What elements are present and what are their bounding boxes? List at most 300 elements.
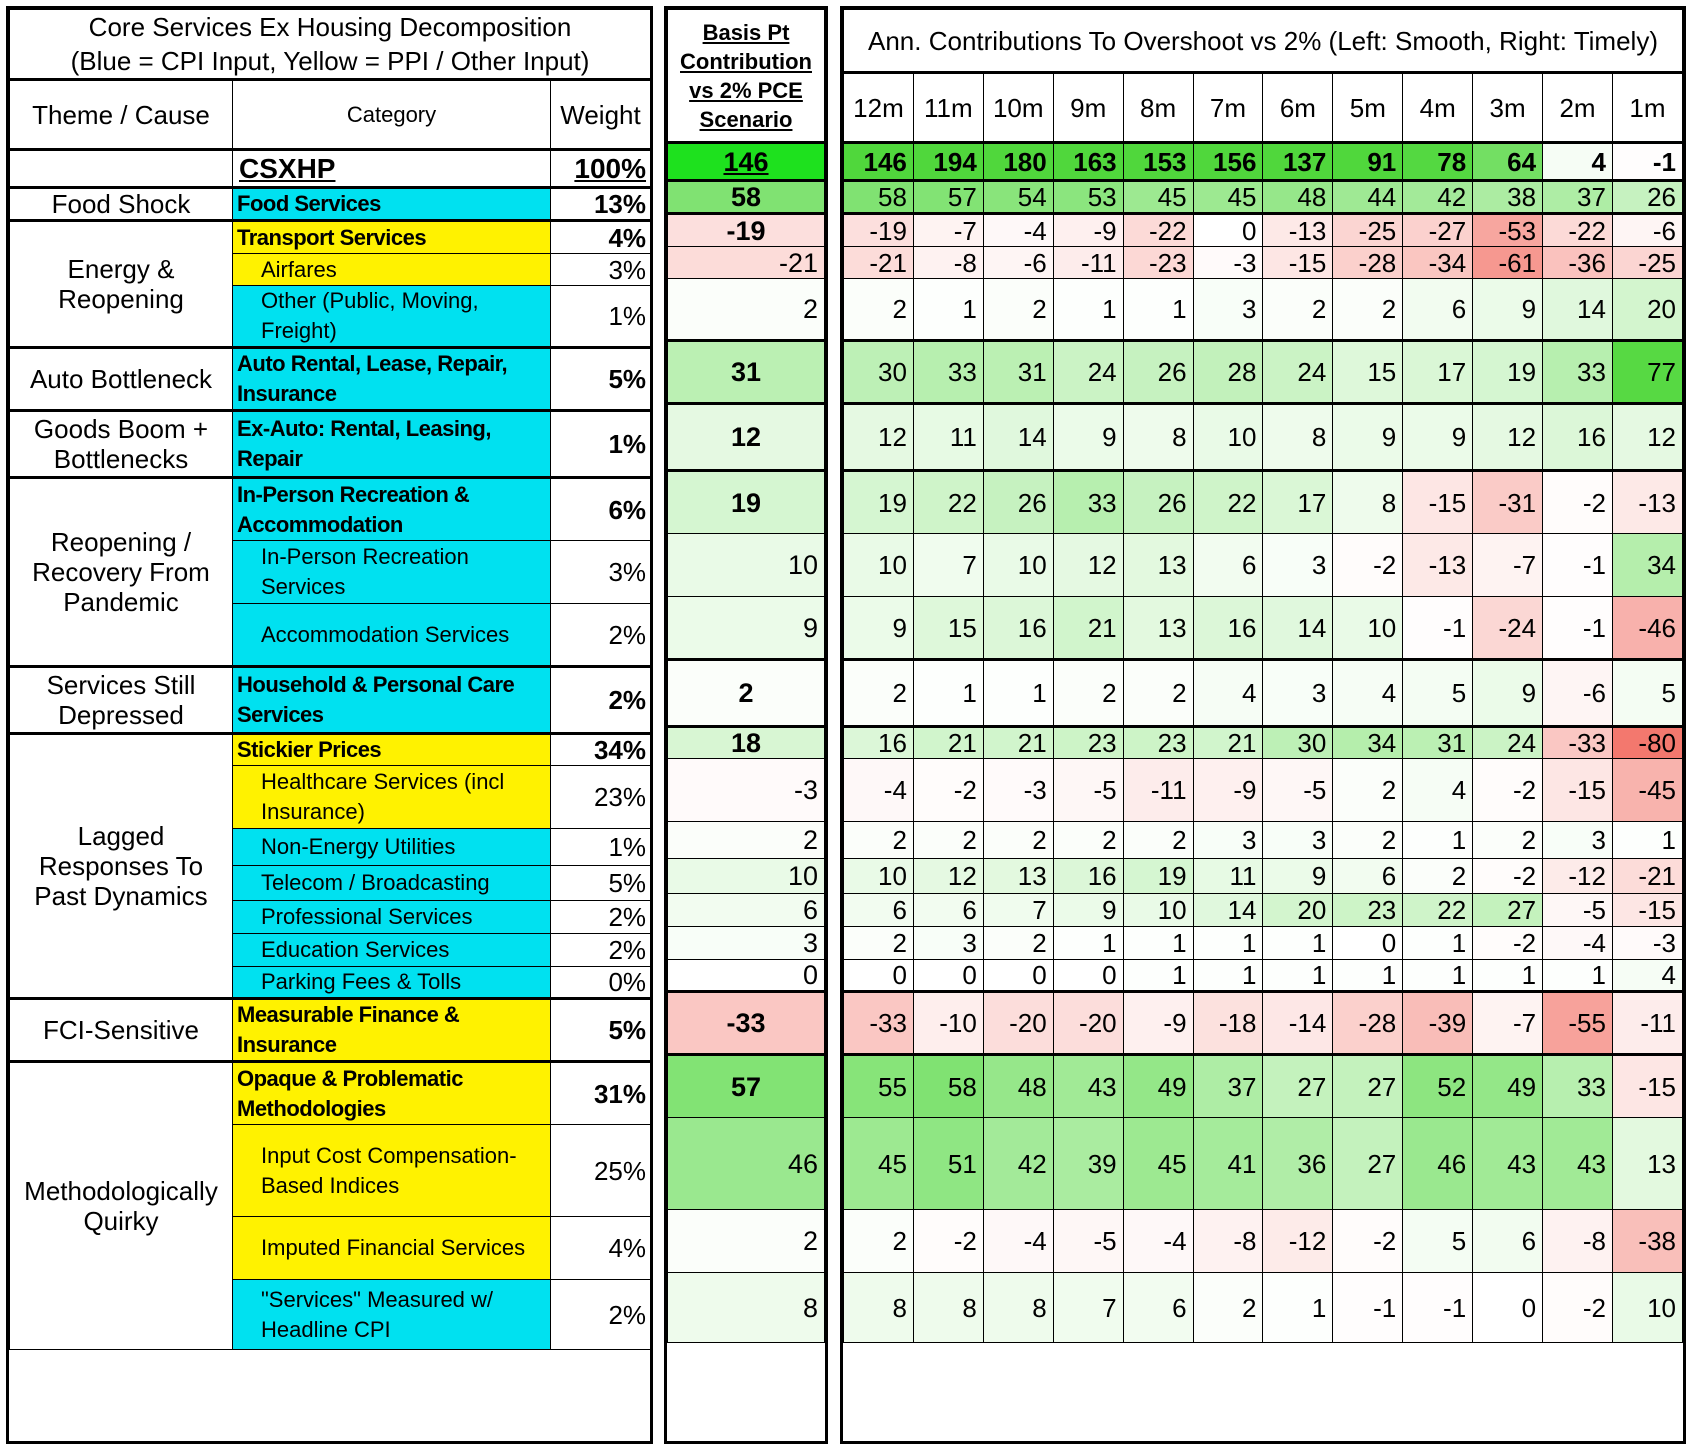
decomposition-panel (6, 6, 653, 1444)
contribution-cell: 24 (1263, 341, 1333, 404)
contribution-cell: 12 (1612, 404, 1682, 471)
bp-contribution-panel (664, 6, 828, 1444)
contribution-cell: -15 (1543, 759, 1613, 822)
contribution-cell: 2 (1053, 822, 1123, 859)
table-row (668, 534, 825, 597)
contribution-cell: 21 (983, 727, 1053, 759)
contribution-cell: -2 (1543, 471, 1613, 534)
contribution-cell: 4 (1612, 960, 1682, 992)
contribution-cell: 22 (913, 471, 983, 534)
contribution-cell: 2 (1333, 279, 1403, 341)
bp-value-cell: 57 (668, 1055, 825, 1118)
table-row (668, 759, 825, 822)
total-value-cell: 137 (1263, 143, 1333, 181)
month-header: 8m (1123, 73, 1193, 143)
weight-cell: 1% (551, 411, 651, 478)
contribution-cell: 11 (1193, 859, 1263, 894)
contribution-cell: 45 (844, 1118, 914, 1210)
col-header-theme: Theme / Cause (10, 80, 233, 150)
contribution-cell: -24 (1473, 597, 1543, 660)
contribution-cell: 2 (844, 1210, 914, 1273)
contribution-cell: 2 (844, 927, 914, 960)
contribution-cell: -3 (1612, 927, 1682, 960)
contribution-cell: 8 (1263, 404, 1333, 471)
contribution-cell: 33 (1053, 471, 1123, 534)
contribution-cell: 10 (1193, 404, 1263, 471)
table-row (10, 221, 651, 254)
contribution-cell: -5 (1053, 1210, 1123, 1273)
contribution-cell: 13 (1123, 534, 1193, 597)
contribution-cell: -13 (1263, 214, 1333, 247)
category-label: Education Services (233, 934, 551, 967)
contribution-cell: 3 (1193, 279, 1263, 341)
contribution-cell: 24 (1473, 727, 1543, 759)
contribution-cell: 9 (1473, 279, 1543, 341)
table-row (844, 341, 1683, 404)
category-label: In-Person Recreation & Accommodation (233, 478, 551, 541)
contribution-cell: 14 (1193, 894, 1263, 927)
contribution-cell: 5 (1403, 1210, 1473, 1273)
contribution-cell: 1 (1263, 927, 1333, 960)
contribution-cell: 3 (1263, 660, 1333, 727)
bp-contribution-table (667, 9, 825, 1343)
table-row (844, 534, 1683, 597)
contribution-cell: -46 (1612, 597, 1682, 660)
contribution-cell: 28 (1193, 341, 1263, 404)
contribution-cell: 1 (1263, 960, 1333, 992)
contribution-cell: -15 (1263, 247, 1333, 279)
month-header: 10m (983, 73, 1053, 143)
table-row (668, 471, 825, 534)
total-value-cell: -1 (1612, 143, 1682, 181)
contribution-cell: 0 (913, 960, 983, 992)
table-row (668, 279, 825, 341)
contribution-cell: 1 (1403, 822, 1473, 859)
total-value-cell: 163 (1053, 143, 1123, 181)
contribution-cell: -5 (1263, 759, 1333, 822)
bp-value-cell: 2 (668, 822, 825, 859)
contribution-cell: 16 (1193, 597, 1263, 660)
table-title-line2: (Blue = CPI Input, Yellow = PPI / Other Input) (70, 46, 590, 76)
bp-value-cell: 2 (668, 1210, 825, 1273)
contribution-cell: -9 (1193, 759, 1263, 822)
contribution-cell: 48 (1263, 181, 1333, 214)
contribution-cell: 49 (1123, 1055, 1193, 1118)
contribution-cell: 4 (1333, 660, 1403, 727)
theme-label: Methodologically Quirky (10, 1062, 233, 1350)
category-label: "Services" Measured w/ Headline CPI (233, 1280, 551, 1350)
contribution-cell: 19 (844, 471, 914, 534)
contribution-cell: -1 (1403, 1273, 1473, 1343)
contribution-cell: 21 (1053, 597, 1123, 660)
category-label: Imputed Financial Services (233, 1217, 551, 1280)
contribution-cell: 27 (1333, 1055, 1403, 1118)
contribution-cell: 2 (983, 927, 1053, 960)
weight-cell: 0% (551, 967, 651, 999)
col-header-category: Category (233, 80, 551, 150)
contribution-cell: 30 (844, 341, 914, 404)
theme-label: Auto Bottleneck (10, 348, 233, 411)
category-label: Transport Services (233, 221, 551, 254)
theme-label: Energy & Reopening (10, 221, 233, 348)
month-header: 7m (1193, 73, 1263, 143)
contribution-cell: -5 (1053, 759, 1123, 822)
contribution-cell: -1 (1543, 534, 1613, 597)
contribution-cell: 7 (913, 534, 983, 597)
bp-value-cell: 31 (668, 341, 825, 404)
contribution-cell: 33 (1543, 1055, 1613, 1118)
contribution-cell: 37 (1193, 1055, 1263, 1118)
table-title (10, 10, 651, 80)
bp-value-cell: 2 (668, 660, 825, 727)
contribution-cell: 3 (1543, 822, 1613, 859)
bp-value-cell: -19 (668, 214, 825, 247)
contribution-cell: 2 (1333, 822, 1403, 859)
contribution-cell: -10 (913, 992, 983, 1055)
bp-value-cell: 58 (668, 181, 825, 214)
table-row (668, 597, 825, 660)
theme-label: FCI-Sensitive (10, 999, 233, 1062)
contribution-cell: 53 (1053, 181, 1123, 214)
contribution-cell: -9 (1123, 992, 1193, 1055)
contribution-cell: 0 (1333, 927, 1403, 960)
table-row (844, 1273, 1683, 1343)
annualized-contributions-table (843, 9, 1683, 1343)
contribution-cell: -15 (1612, 1055, 1682, 1118)
contribution-cell: 22 (1193, 471, 1263, 534)
contribution-cell: 6 (844, 894, 914, 927)
contribution-cell: 0 (983, 960, 1053, 992)
contribution-cell: 1 (1403, 927, 1473, 960)
contribution-cell: -3 (1193, 247, 1263, 279)
contribution-cell: -1 (1403, 597, 1473, 660)
contribution-cell: 27 (1473, 894, 1543, 927)
category-label: Parking Fees & Tolls (233, 967, 551, 999)
weight-cell: 2% (551, 934, 651, 967)
bp-value-cell: 6 (668, 894, 825, 927)
contribution-cell: 49 (1473, 1055, 1543, 1118)
contribution-cell: 26 (1123, 471, 1193, 534)
contribution-cell: 6 (1403, 279, 1473, 341)
contribution-cell: 1 (1403, 960, 1473, 992)
contribution-cell: -21 (844, 247, 914, 279)
category-label: Healthcare Services (incl Insurance) (233, 766, 551, 829)
contribution-cell: -1 (1333, 1273, 1403, 1343)
category-label: Stickier Prices (233, 734, 551, 766)
table-row (844, 727, 1683, 759)
table-row (668, 247, 825, 279)
table-row (844, 214, 1683, 247)
contribution-cell: -33 (1543, 727, 1613, 759)
contribution-cell: 27 (1263, 1055, 1333, 1118)
contribution-cell: 2 (1333, 759, 1403, 822)
contributions-title: Ann. Contributions To Overshoot vs 2% (Left: Smooth, Right: Timely) (844, 10, 1683, 73)
table-row (844, 822, 1683, 859)
contribution-cell: 9 (1263, 859, 1333, 894)
contribution-cell: 8 (1123, 404, 1193, 471)
contribution-cell: -38 (1612, 1210, 1682, 1273)
contribution-cell: -28 (1333, 247, 1403, 279)
contribution-cell: -27 (1403, 214, 1473, 247)
contribution-cell: 10 (1333, 597, 1403, 660)
contribution-cell: 9 (1333, 404, 1403, 471)
month-header: 9m (1053, 73, 1123, 143)
contribution-cell: -11 (1612, 992, 1682, 1055)
table-row (10, 478, 651, 541)
contribution-cell: 8 (1333, 471, 1403, 534)
bp-value-cell: 0 (668, 960, 825, 992)
contribution-cell: 36 (1263, 1118, 1333, 1210)
category-label: Airfares (233, 254, 551, 286)
table-row (10, 734, 651, 766)
contribution-cell: 1 (1123, 927, 1193, 960)
table-row (844, 759, 1683, 822)
contribution-cell: 55 (844, 1055, 914, 1118)
table-row (844, 279, 1683, 341)
contribution-cell: 54 (983, 181, 1053, 214)
bp-value-cell: 9 (668, 597, 825, 660)
table-row (844, 247, 1683, 279)
weight-cell: 34% (551, 734, 651, 766)
contribution-cell: 19 (1123, 859, 1193, 894)
contribution-cell: 10 (1612, 1273, 1682, 1343)
total-value-cell: 180 (983, 143, 1053, 181)
weight-cell: 1% (551, 829, 651, 866)
table-row (668, 1273, 825, 1343)
weight-cell: 25% (551, 1125, 651, 1217)
contribution-cell: 31 (1403, 727, 1473, 759)
contribution-cell: 16 (844, 727, 914, 759)
contribution-cell: 6 (1193, 534, 1263, 597)
table-row (10, 188, 651, 221)
bp-value-cell: 8 (668, 1273, 825, 1343)
contribution-cell: -25 (1612, 247, 1682, 279)
contribution-cell: 1 (1193, 927, 1263, 960)
contribution-cell: 77 (1612, 341, 1682, 404)
col-header-weight: Weight (551, 80, 651, 150)
contribution-cell: 2 (913, 822, 983, 859)
contribution-cell: 58 (844, 181, 914, 214)
table-row (844, 1210, 1683, 1273)
contribution-cell: 34 (1612, 534, 1682, 597)
table-row (668, 1210, 825, 1273)
theme-label: Food Shock (10, 188, 233, 221)
weight-cell: 2% (551, 667, 651, 734)
theme-label: Reopening / Recovery From Pandemic (10, 478, 233, 667)
contribution-cell: 4 (1403, 759, 1473, 822)
contribution-cell: 15 (913, 597, 983, 660)
table-row (844, 1055, 1683, 1118)
month-header: 4m (1403, 73, 1473, 143)
contribution-cell: 37 (1543, 181, 1613, 214)
contribution-cell: 43 (1473, 1118, 1543, 1210)
bp-value-cell: 2 (668, 279, 825, 341)
contribution-cell: 16 (1543, 404, 1613, 471)
contribution-cell: 1 (1612, 822, 1682, 859)
contribution-cell: -80 (1612, 727, 1682, 759)
contribution-cell: 3 (1193, 822, 1263, 859)
contribution-cell: -39 (1403, 992, 1473, 1055)
contribution-cell: 3 (913, 927, 983, 960)
contribution-cell: 43 (1053, 1055, 1123, 1118)
table-row (668, 1055, 825, 1118)
contribution-cell: 13 (983, 859, 1053, 894)
contribution-cell: -20 (983, 992, 1053, 1055)
total-value-cell: 153 (1123, 143, 1193, 181)
contribution-cell: 0 (1473, 1273, 1543, 1343)
weight-cell: 4% (551, 221, 651, 254)
contribution-cell: -55 (1543, 992, 1613, 1055)
contribution-cell: -1 (1543, 597, 1613, 660)
contribution-cell: 0 (1193, 214, 1263, 247)
table-row (668, 341, 825, 404)
contribution-cell: 22 (1403, 894, 1473, 927)
table-title-line1: Core Services Ex Housing Decomposition (88, 12, 572, 42)
contribution-cell: 2 (844, 660, 914, 727)
weight-cell: 1% (551, 286, 651, 348)
contribution-cell: 10 (844, 859, 914, 894)
contribution-cell: 19 (1473, 341, 1543, 404)
table-row (844, 404, 1683, 471)
contribution-cell: -12 (1263, 1210, 1333, 1273)
month-header: 3m (1473, 73, 1543, 143)
table-row (668, 214, 825, 247)
category-label: Professional Services (233, 901, 551, 934)
contribution-cell: 14 (1263, 597, 1333, 660)
total-bp-cell: 146 (668, 143, 825, 181)
contribution-cell: 6 (1123, 1273, 1193, 1343)
total-value-cell: 64 (1473, 143, 1543, 181)
weight-cell: 31% (551, 1062, 651, 1125)
category-label: Accommodation Services (233, 604, 551, 667)
weight-cell: 4% (551, 1217, 651, 1280)
theme-label: Goods Boom + Bottlenecks (10, 411, 233, 478)
weight-cell: 5% (551, 999, 651, 1062)
table-row (668, 404, 825, 471)
table-row (668, 859, 825, 894)
contribution-cell: 7 (1053, 1273, 1123, 1343)
contribution-cell: -5 (1543, 894, 1613, 927)
contribution-cell: 1 (1123, 279, 1193, 341)
contribution-cell: -22 (1543, 214, 1613, 247)
contribution-cell: -25 (1333, 214, 1403, 247)
contribution-cell: 11 (913, 404, 983, 471)
contribution-cell: -23 (1123, 247, 1193, 279)
category-label: Auto Rental, Lease, Repair, Insurance (233, 348, 551, 411)
contribution-cell: -31 (1473, 471, 1543, 534)
contribution-cell: 10 (1123, 894, 1193, 927)
table-row (844, 927, 1683, 960)
weight-cell: 2% (551, 901, 651, 934)
contribution-cell: 44 (1333, 181, 1403, 214)
contribution-cell: -2 (913, 759, 983, 822)
contribution-cell: 46 (1403, 1118, 1473, 1210)
contribution-cell: 15 (1333, 341, 1403, 404)
contribution-cell: -12 (1543, 859, 1613, 894)
table-row (844, 181, 1683, 214)
contribution-cell: -4 (1543, 927, 1613, 960)
contribution-cell: 27 (1333, 1118, 1403, 1210)
contribution-cell: -18 (1193, 992, 1263, 1055)
table-row (844, 660, 1683, 727)
contribution-cell: 1 (1053, 927, 1123, 960)
contribution-cell: -11 (1123, 759, 1193, 822)
contribution-cell: -13 (1403, 534, 1473, 597)
table-row (844, 471, 1683, 534)
contribution-cell: -15 (1403, 471, 1473, 534)
contribution-cell: -2 (1543, 1273, 1613, 1343)
contribution-cell: 2 (1053, 660, 1123, 727)
contribution-cell: 26 (1612, 181, 1682, 214)
contribution-cell: -15 (1612, 894, 1682, 927)
table-row (844, 894, 1683, 927)
contribution-cell: 1 (1263, 1273, 1333, 1343)
contribution-cell: 45 (1193, 181, 1263, 214)
contribution-cell: 9 (1053, 404, 1123, 471)
contribution-cell: 4 (1193, 660, 1263, 727)
contribution-cell: -6 (1543, 660, 1613, 727)
contribution-cell: -13 (1612, 471, 1682, 534)
contribution-cell: 2 (844, 279, 914, 341)
contribution-cell: 39 (1053, 1118, 1123, 1210)
table-row (668, 822, 825, 859)
contribution-cell: 1 (1053, 279, 1123, 341)
table-row (844, 992, 1683, 1055)
contribution-cell: 23 (1053, 727, 1123, 759)
category-label: Household & Personal Care Services (233, 667, 551, 734)
weight-cell: 5% (551, 348, 651, 411)
table-row (10, 411, 651, 478)
contribution-cell: 3 (1263, 822, 1333, 859)
table-row (668, 927, 825, 960)
bp-value-cell: -3 (668, 759, 825, 822)
contribution-cell: 1 (1473, 960, 1543, 992)
contribution-cell: 58 (913, 1055, 983, 1118)
table-row (844, 597, 1683, 660)
total-value-cell: 91 (1333, 143, 1403, 181)
contribution-cell: 2 (1123, 660, 1193, 727)
month-header: 11m (913, 73, 983, 143)
contribution-cell: 5 (1403, 660, 1473, 727)
contribution-cell: 2 (983, 822, 1053, 859)
contribution-cell: 33 (1543, 341, 1613, 404)
contribution-cell: 26 (1123, 341, 1193, 404)
weight-cell: 23% (551, 766, 651, 829)
contribution-cell: -21 (1612, 859, 1682, 894)
annualized-contributions-panel (840, 6, 1686, 1444)
contribution-cell: 1 (913, 279, 983, 341)
month-header: 5m (1333, 73, 1403, 143)
table-row (668, 660, 825, 727)
contribution-cell: 17 (1263, 471, 1333, 534)
contribution-cell: -8 (913, 247, 983, 279)
contribution-cell: -36 (1543, 247, 1613, 279)
contribution-cell: 10 (983, 534, 1053, 597)
month-header: 6m (1263, 73, 1333, 143)
contribution-cell: 20 (1263, 894, 1333, 927)
category-label: Food Services (233, 188, 551, 221)
contribution-cell: -14 (1263, 992, 1333, 1055)
category-label: Other (Public, Moving, Freight) (233, 286, 551, 348)
bp-value-cell: 19 (668, 471, 825, 534)
category-label: Input Cost Compensation-Based Indices (233, 1125, 551, 1217)
contribution-cell: 43 (1543, 1118, 1613, 1210)
contribution-cell: 7 (983, 894, 1053, 927)
contribution-cell: 2 (1123, 822, 1193, 859)
category-label: Measurable Finance & Insurance (233, 999, 551, 1062)
contribution-cell: 16 (983, 597, 1053, 660)
month-header: 12m (844, 73, 914, 143)
